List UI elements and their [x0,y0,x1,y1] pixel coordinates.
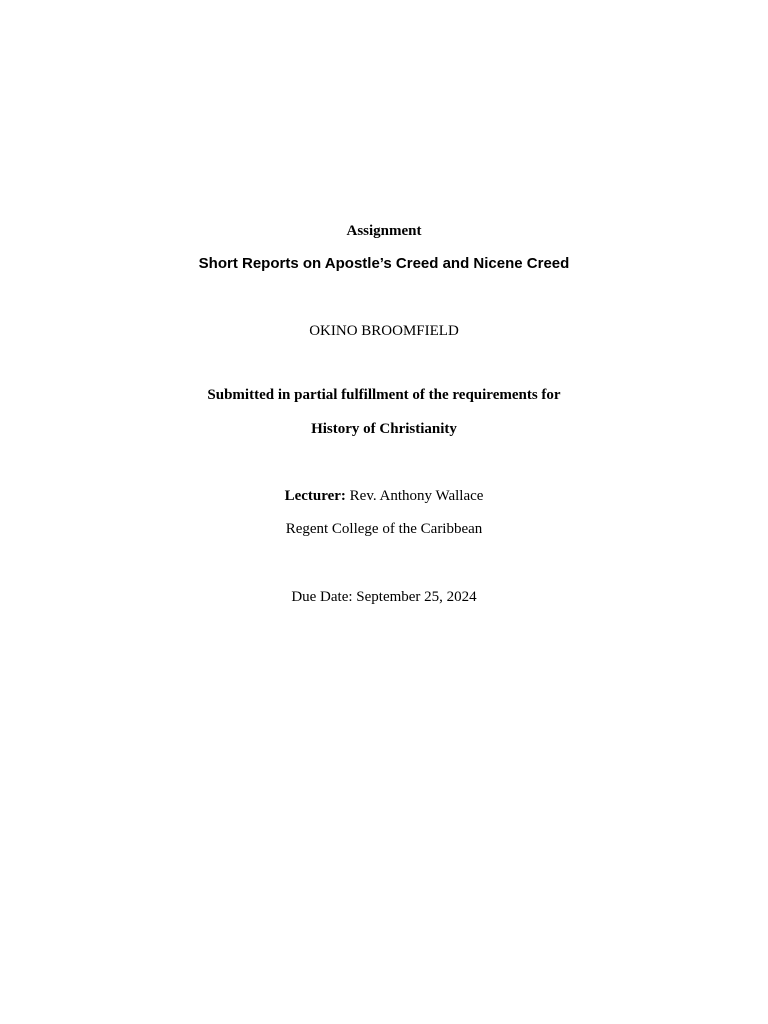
due-date: Due Date: September 25, 2024 [291,589,477,605]
author-name: OKINO BROOMFIELD [309,323,459,339]
lecturer-label: Lecturer: [284,488,346,504]
submission-statement: Submitted in partial fulfillment of the requirements for [207,387,561,403]
assignment-label: Assignment [346,223,422,239]
lecturer-name: Rev. Anthony Wallace [349,488,484,504]
document-title: Short Reports on Apostle’s Creed and Nicene Creed [198,255,570,272]
institution-name: Regent College of the Caribbean [285,521,483,537]
lecturer-line [0,487,768,505]
course-name: History of Christianity [311,421,457,437]
